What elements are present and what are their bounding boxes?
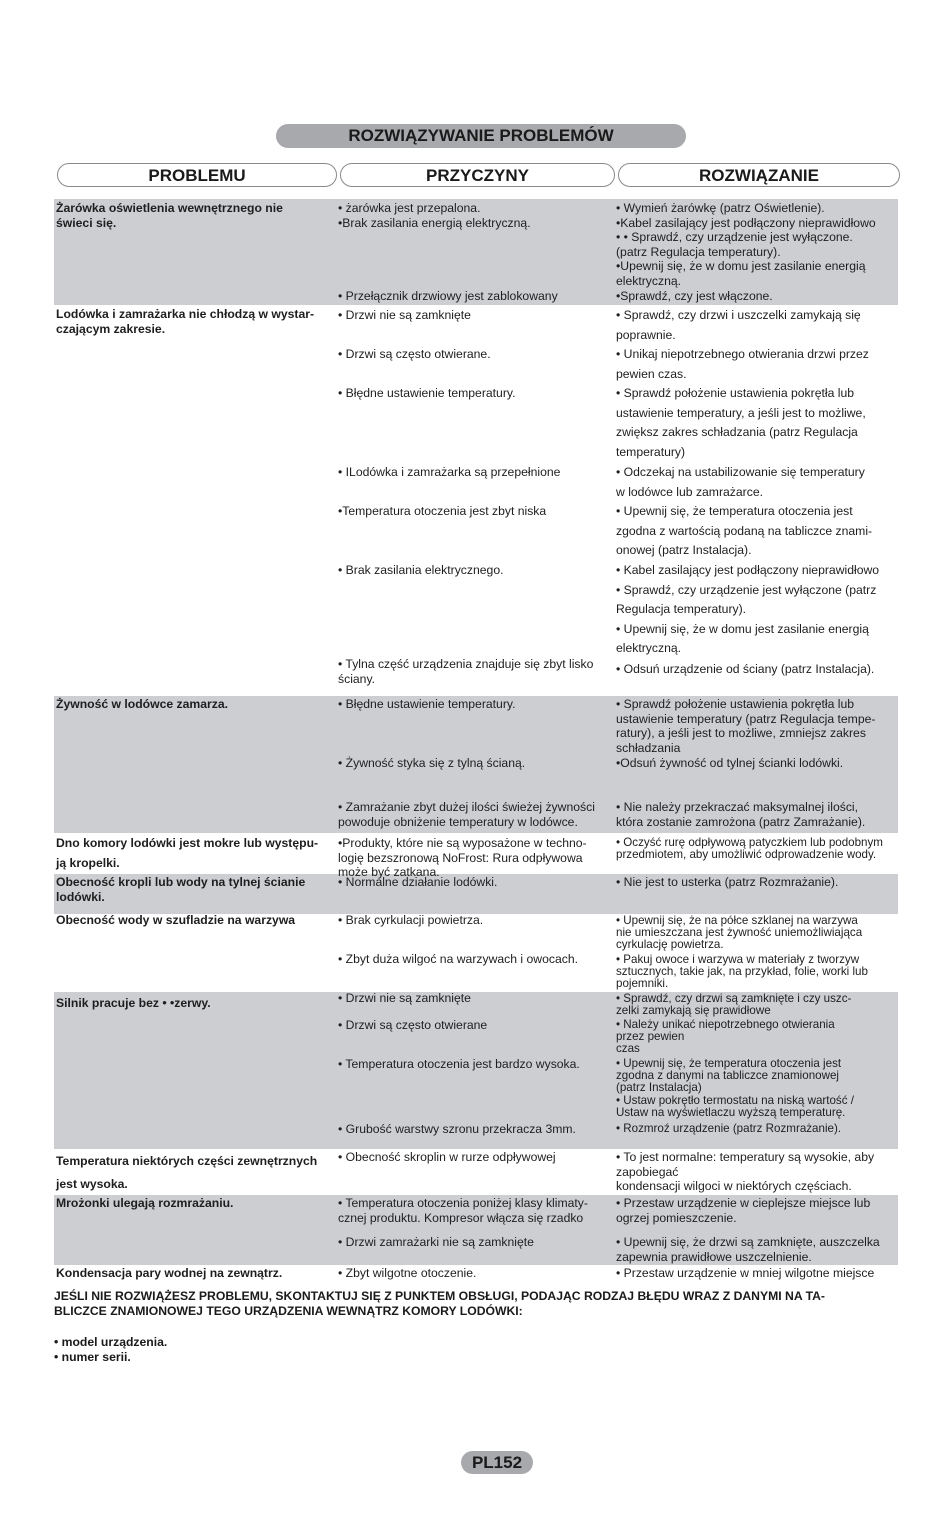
cause-cell: • ILodówka i zamrażarka są przepełnione [338,465,561,479]
solution-cell: •Sprawdź, czy jest włączone. [616,289,773,303]
cause-cell: • Normalne działanie lodówki. [338,875,498,889]
cause-cell: •Temperatura otoczenia jest zbyt niska [338,504,547,518]
cause-cell: • Tylna część urządzenia znajduje się zbyt lisko ściany. [338,657,594,686]
column-header-cause: PRZYCZYNY [340,163,615,187]
solution-cell: • Sprawdź, czy drzwi i uszczelki zamykają się poprawnie. [616,308,861,342]
solution-cell: • Sprawdź położenie ustawienia pokrętła lub ustawienie temperatury (patrz Regulacja tempe- ratury), a jeśli jest to możliwe, zmniejsz zakres schładzania [616,697,876,755]
cause-cell: • Brak cyrkulacji powietrza. [338,913,484,927]
cause-cell: • Drzwi są często otwierane [338,1018,488,1032]
footer-list-item: • model urządzenia. [54,1335,168,1349]
solution-cell: • Należy unikać niepotrzebnego otwierania przez pewien czas [616,1018,835,1056]
solution-cell: • Przestaw urządzenie w cieplejsze miejsce lub ogrzej pomieszczenie. [616,1196,871,1225]
solution-cell: • Nie należy przekraczać maksymalnej ilości, która zostanie zamrożona (patrz Zamrażanie). [616,800,866,829]
cause-cell: •Produkty, które nie są wyposażone w techno- logię bezszronową NoFrost: Rura odpływowa może być zatkana. [338,836,587,880]
solution-cell: • Upewnij się, że na półce szklanej na warzywa nie umieszczana jest żywność uniemożliwiająca cyrkulację powietrza. [616,914,863,952]
cause-cell: • Żywność styka się z tylną ścianą. [338,756,526,770]
cause-cell: • Zbyt wilgotne otoczenie. [338,1266,477,1280]
solution-cell: • Upewnij się, że temperatura otoczenia jest zgodna z wartością podaną na tabliczce znami- onowej (patrz Instalacja). [616,504,873,558]
cause-cell: • Grubość warstwy szronu przekracza 3mm. [338,1122,576,1136]
cause-cell: • żarówka jest przepalona. •Brak zasilania energią elektryczną. [338,201,531,230]
cause-cell: • Temperatura otoczenia poniżej klasy klimaty- cznej produktu. Kompresor włącza się rzadko [338,1196,588,1225]
solution-cell: • Kabel zasilający jest podłączony nieprawidłowo • Sprawdź, czy urządzenie jest wyłączone (patrz Regulacja temperatury). • Upewnij się, że w domu jest zasilanie energią elektryczną. [616,563,880,656]
solution-cell: • Oczyść rurę odpływową patyczkiem lub podobnym przedmiotem, aby umożliwić odprowadzenie wody. [616,836,883,862]
cause-cell: • Obecność skroplin w rurze odpływowej [338,1150,556,1164]
problem-cell: Żarówka oświetlenia wewnętrznego nie świeci się. [56,201,283,230]
cause-cell: • Błędne ustawienie temperatury. [338,697,516,711]
solution-cell: • Unikaj niepotrzebnego otwierania drzwi przez pewien czas. [616,347,869,381]
problem-cell: Temperatura niektórych części zewnętrznych jest wysoka. [56,1154,318,1191]
column-header-solution: ROZWIĄZANIE [618,163,900,187]
cause-cell: • Drzwi nie są zamknięte [338,991,471,1005]
solution-cell: • Wymień żarówkę (patrz Oświetlenie). •Kabel zasilający jest podłączony nieprawidłowo • • Sprawdź, czy urządzenie jest wyłączone. (patrz Regulacja temperatury). •Upewnij się, że w domu jest zasilanie energią elektryczną. [616,201,876,288]
cause-cell: • Przełącznik drzwiowy jest zablokowany [338,289,558,303]
column-header-problem: PROBLEMU [57,163,337,187]
cause-cell: • Błędne ustawienie temperatury. [338,386,516,400]
contact-service-note: JEŚLI NIE ROZWIĄŻESZ PROBLEMU, SKONTAKTUJ SIĘ Z PUNKTEM OBSŁUGI, PODAJĄC RODZAJ BŁĘDU WRAZ Z DANYMI NA TA- BLICZCE ZNAMIONOWEJ TEGO URZĄDZENIA WEWNĄTRZ KOMORY LODÓWKI: [54,1289,825,1318]
solution-cell: • Pakuj owoce i warzywa w materiały z tworzyw sztucznych, takie jak, na przykład, folie, worki lub pojemniki. [616,953,868,991]
solution-cell: • Odczekaj na ustabilizowanie się temperatury w lodówce lub zamrażarce. [616,465,865,499]
cause-cell: • Zbyt duża wilgoć na warzywach i owocach. [338,952,578,966]
problem-cell: Mrożonki ulegają rozmrażaniu. [56,1196,234,1210]
solution-cell: • Przestaw urządzenie w mniej wilgotne miejsce [616,1266,875,1280]
problem-cell: Obecność wody w szufladzie na warzywa [56,913,296,927]
solution-cell: • Upewnij się, że temperatura otoczenia jest zgodna z danymi na tabliczce znamionowej (patrz Instalacja) • Ustaw pokrętło termostatu na niską wartość / Ustaw na wyświetlaczu wyższą temperaturę. [616,1057,854,1119]
solution-cell: • Nie jest to usterka (patrz Rozmrażanie). [616,875,839,889]
problem-cell: Lodówka i zamrażarka nie chłodzą w wystar- czającym zakresie. [56,307,315,336]
solution-cell: • Sprawdź położenie ustawienia pokrętła lub ustawienie temperatury, a jeśli jest to możliwe, zwiększ zakres schładzania (patrz Regulacja temperatury) [616,386,866,459]
cause-cell: • Drzwi zamrażarki nie są zamknięte [338,1235,534,1249]
page-title: ROZWIĄZYWANIE PROBLEMÓW [276,124,686,148]
problem-cell: Dno komory lodówki jest mokre lub występu- ją kropelki. [56,836,319,870]
solution-cell: • Odsuń urządzenie od ściany (patrz Instalacja). [616,662,875,676]
solution-cell: • To jest normalne: temperatury są wysokie, aby zapobiegać kondensacji wilgoci w niektórych częściach. [616,1150,875,1194]
problem-cell: Obecność kropli lub wody na tylnej ścianie lodówki. [56,875,306,904]
problem-cell: Kondensacja pary wodnej na zewnątrz. [56,1266,283,1280]
cause-cell: • Temperatura otoczenia jest bardzo wysoka. [338,1057,580,1071]
problem-cell: Żywność w lodówce zamarza. [56,697,229,711]
cause-cell: • Brak zasilania elektrycznego. [338,563,504,577]
cause-cell: • Zamrażanie zbyt dużej ilości świeżej żywności powoduje obniżenie temperatury w lodówce. [338,800,595,829]
solution-cell: • Sprawdź, czy drzwi są zamknięte i czy uszc- zelki zamykają się prawidłowe [616,992,852,1018]
problem-cell: Silnik pracuje bez • •zerwy. [56,996,211,1010]
cause-cell: • Drzwi nie są zamknięte [338,308,471,322]
page-number: PL152 [461,1451,533,1474]
solution-cell: • Rozmroź urządzenie (patrz Rozmrażanie). [616,1122,842,1135]
footer-list-item: • numer serii. [54,1350,131,1364]
solution-cell: •Odsuń żywność od tylnej ścianki lodówki. [616,756,844,770]
cause-cell: • Drzwi są często otwierane. [338,347,491,361]
solution-cell: • Upewnij się, że drzwi są zamknięte, auszczelka zapewnia prawidłowe uszczelnienie. [616,1235,880,1264]
